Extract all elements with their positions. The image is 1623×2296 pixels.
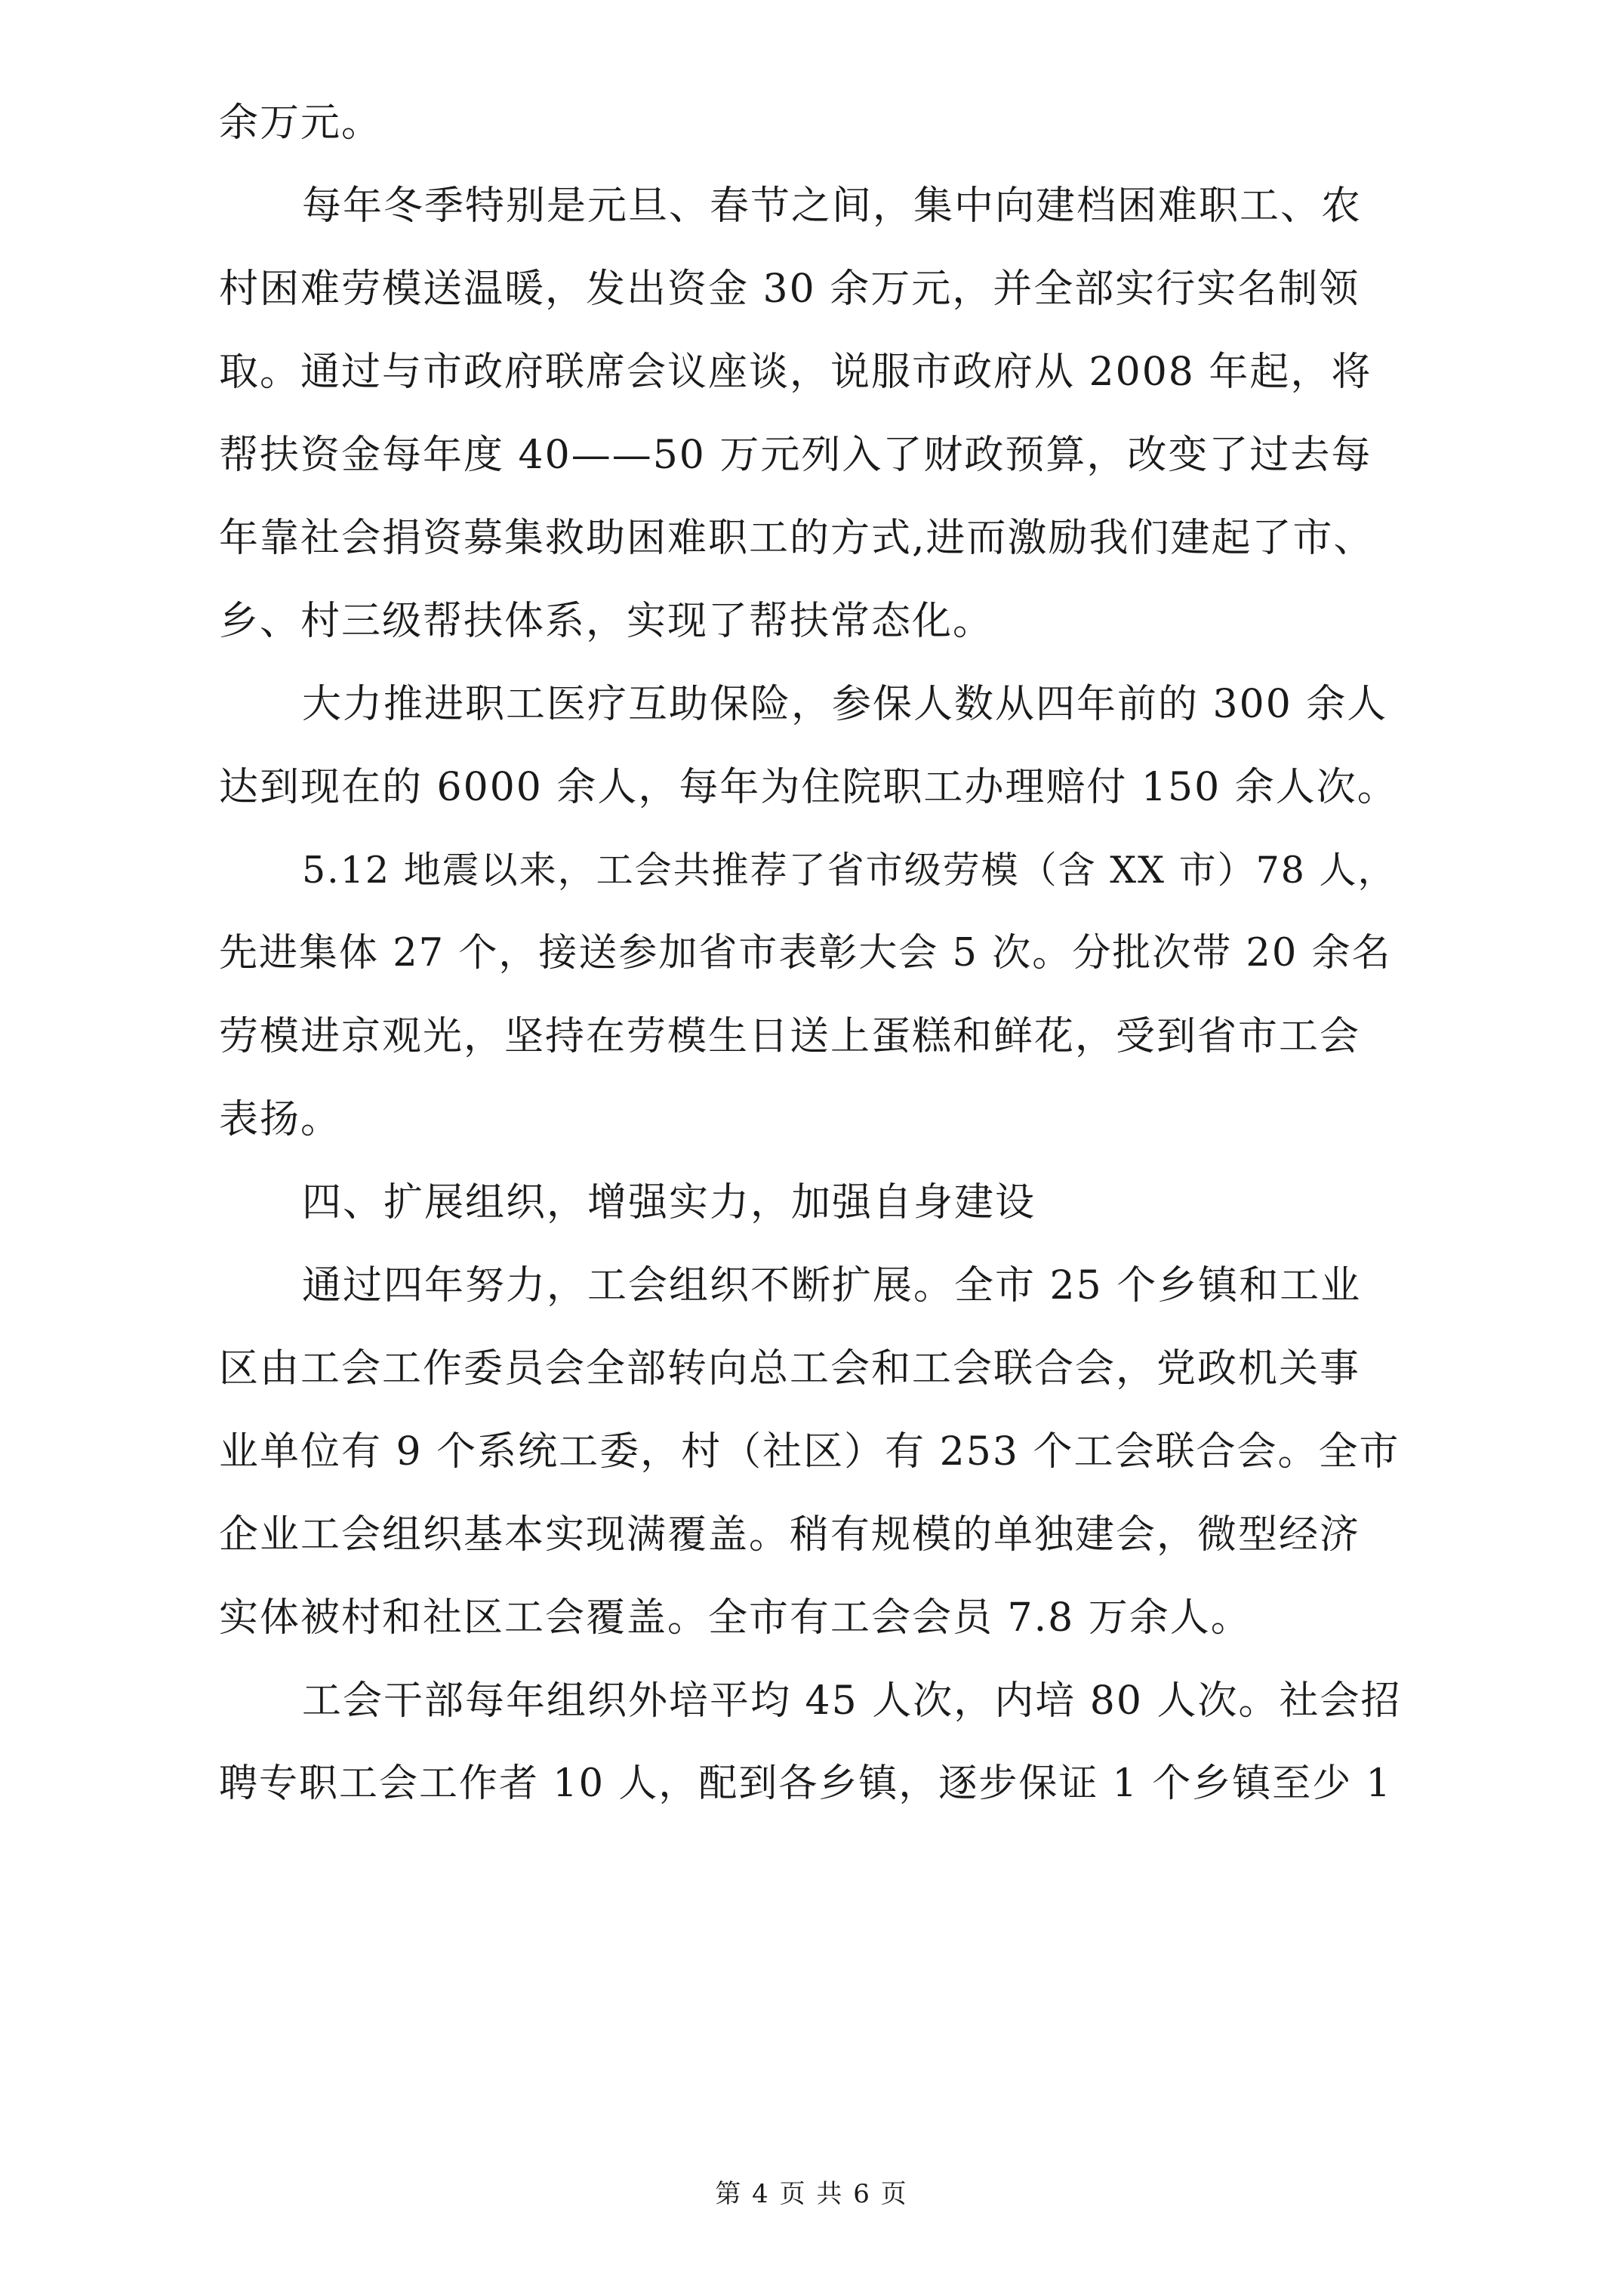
text-line: 取。通过与市政府联席会议座谈，说服市政府从 2008 年起，将 [219, 350, 1372, 395]
text-line: 余万元。 [219, 100, 383, 146]
section-heading: 四、扩展组织，增强实力，加强自身建设 [302, 1180, 1036, 1225]
paragraph-start: 通过四年努力，工会组织不断扩展。全市 25 个乡镇和工业 [302, 1263, 1362, 1308]
text-line: 年靠社会捐资募集救助困难职工的方式,进而激励我们建起了市、 [219, 516, 1375, 561]
paragraph-start: 每年冬季特别是元旦、春节之间，集中向建档困难职工、农 [302, 183, 1363, 229]
text-line: 乡、村三级帮扶体系，实现了帮扶常态化。 [219, 599, 994, 644]
text-line: 村困难劳模送温暖，发出资金 30 余万元，并全部实行实名制领 [219, 267, 1360, 312]
text-line: 区由工会工作委员会全部转向总工会和工会联合会，党政机关事 [219, 1346, 1361, 1391]
text-line: 实体被村和社区工会覆盖。全市有工会会员 7.8 万余人。 [219, 1595, 1252, 1641]
text-line: 劳模进京观光，坚持在劳模生日送上蛋糕和鲜花，受到省市工会 [219, 1014, 1361, 1059]
text-line: 表扬。 [219, 1097, 342, 1142]
paragraph-start: 大力推进职工医疗互助保险，参保人数从四年前的 300 余人 [302, 682, 1388, 727]
text-line: 聘专职工会工作者 10 人，配到各乡镇，逐步保证 1 个乡镇至少 1 [219, 1761, 1392, 1806]
text-line: 业单位有 9 个系统工委，村（社区）有 253 个工会联合会。全市 [219, 1429, 1400, 1475]
page-footer: 第 4 页 共 6 页 [715, 2179, 908, 2209]
text-line: 先进集体 27 个，接送参加省市表彰大会 5 次。分批次带 20 余名 [219, 931, 1392, 975]
paragraph-start: 工会干部每年组织外培平均 45 人次，内培 80 人次。社会招 [302, 1678, 1402, 1724]
paragraph-start: 5.12 地震以来，工会共推荐了省市级劳模（含 XX 市）78 人， [302, 849, 1397, 892]
text-line: 帮扶资金每年度 40——50 万元列入了财政预算，改变了过去每 [219, 433, 1372, 478]
text-line: 企业工会组织基本实现满覆盖。稍有规模的单独建会，微型经济 [219, 1512, 1361, 1558]
text-line: 达到现在的 6000 余人，每年为住院职工办理赔付 150 余人次。 [219, 765, 1398, 810]
